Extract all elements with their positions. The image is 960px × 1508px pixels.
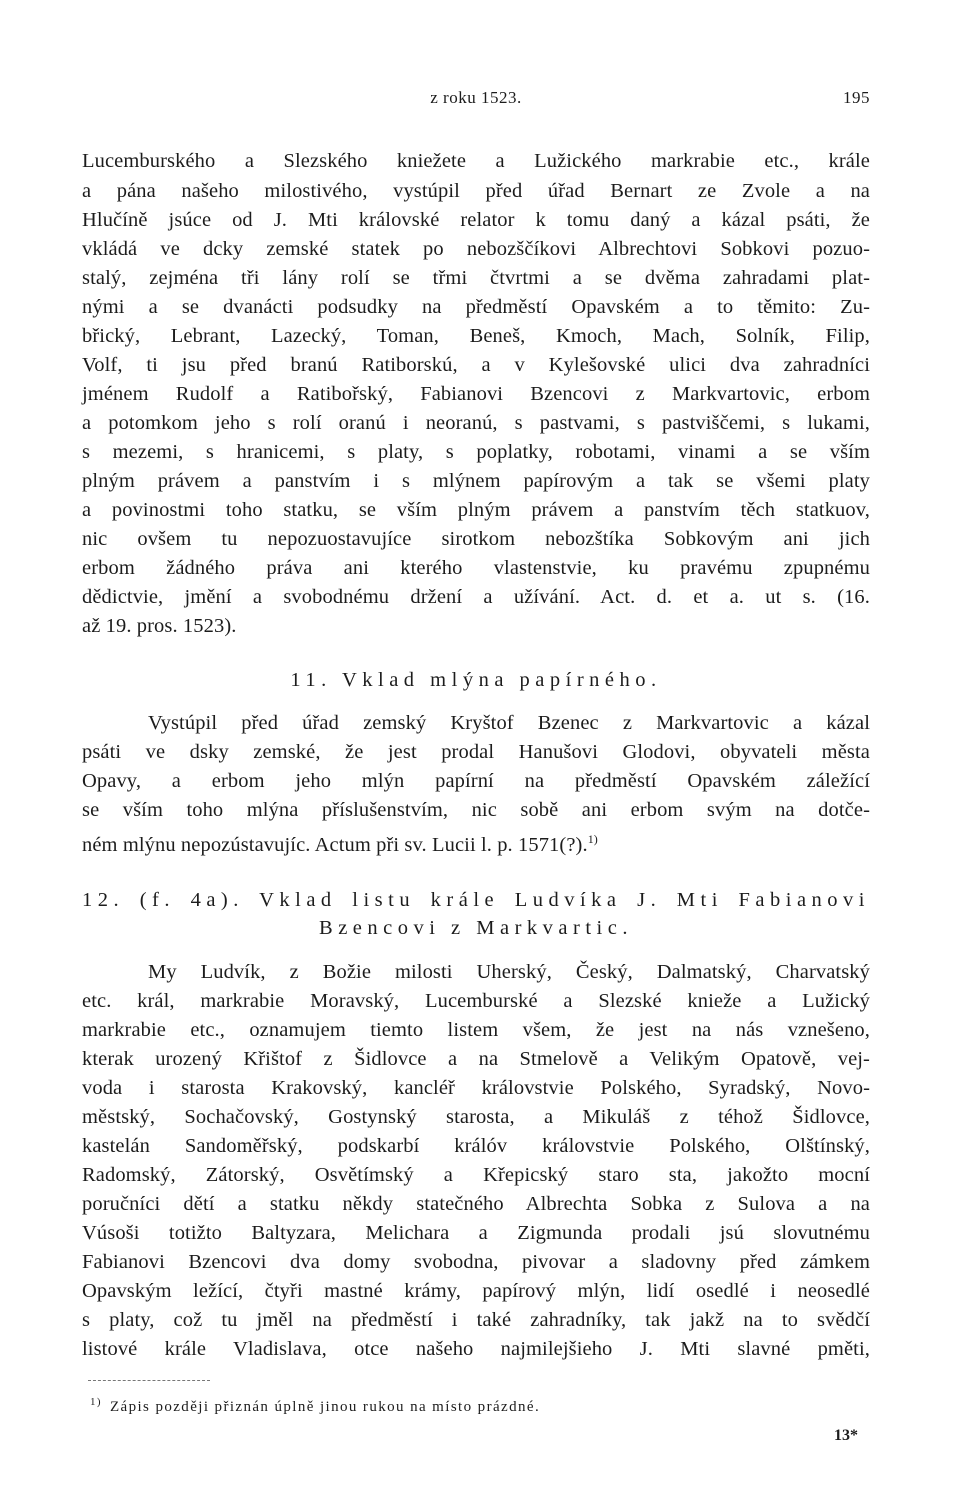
text-line: poručníci dětí a statku někdy statečného Albrechta Sobka z Sulova a na [82,1193,870,1215]
text-line: s platy, což tu jměl na předměstí i také zahradníky, tak jakž na to svědčí [82,1309,870,1331]
text-line: městský, Sochačovský, Gostynský starosta, a Mikuláš z téhož Šidlovce, [82,1106,870,1128]
text-line: kterak urozený Křištof z Šidlovce a na Stmelově a Velikým Opatově, vej- [82,1048,870,1070]
text-line: erbom žádného práva ani kterého vlastenstvie, ku pravému zpupnému [82,557,870,579]
text-line: dědictvie, jmění a svobodnému držení a užívání. Act. d. et a. ut s. (16. [82,586,870,608]
text-line: Lucemburského a Slezského kniežete a Lužického markrabie etc., krále [82,150,870,172]
text-line: psáti ve dsky zemské, že jest prodal Hanušovi Glodovi, obyvateli města [82,741,870,763]
text-line: a potomkom jeho s rolí oranú i neoranú, s pastvami, s pastviščemi, s lukami, [82,412,870,434]
text-line: My Ludvík, z Božie milosti Uherský, Český, Dalmatský, Charvatský [148,961,870,983]
section-heading-continued: Bzencovi z Markvartic. [319,917,633,939]
footnote [90,1390,850,1414]
footnote-mark: 1) [90,1396,102,1408]
text-line: nými a se dvanácti podsudky na předměstí Opavském a to těmito: Zu- [82,296,870,318]
text-line: Hlučíně jsúce od J. Mti královské relator k tomu daný a kázal psáti, že [82,209,870,231]
text-line: nic ovšem tu nepozuostavujíce sirotkom nebozštíka Sobkovým ani jich [82,528,870,550]
text-line: markrabie etc., oznamujem tiemto listem všem, že jest na nás vznešeno, [82,1019,870,1041]
text-line: stalý, zejména tři lány rolí se třmi čtvrtmi a se dvěma zahradami plat- [82,267,870,289]
footnote-divider [88,1380,210,1381]
text-line: Vúsoši totižto Baltyzara, Melichara a Zigmunda prodali jsú slovutnému [82,1222,870,1244]
page-number: 195 [843,88,870,107]
text-line: listové krále Vladislava, otce našeho najmilejšieho J. Mti slavné pměti, [82,1338,870,1360]
running-head [82,88,870,112]
text-line: voda i starosta Krakovský, kancléř královstvie Polského, Syradský, Novo- [82,1077,870,1099]
text-line-content: ném mlýnu nepozústavujíc. Actum při sv. Lucii l. p. 1571(?). [82,834,588,856]
text-line: Vystúpil před úřad zemský Kryštof Bzenec z Markvartovic a kázal [148,712,870,734]
text-line: jménem Rudolf a Ratibořský, Fabianovi Bzencovi z Markvartovic, erbom [82,383,870,405]
text-line: Fabianovi Bzencovi dva domy svobodna, pivovar a sladovny před zámkem [82,1251,870,1273]
running-title: z roku 1523. [430,88,522,107]
book-page [82,0,870,1508]
text-line: plným právem a panstvím i s mlýnem papírovým a tak se všemi platy [82,470,870,492]
text-line: etc. král, markrabie Moravský, Lucemburské a Slezské knieže a Lužický [82,990,870,1012]
text-line: Opavským ležící, čtyři mastné krámy, papírový mlýn, lidí osedlé i neosedlé [82,1280,870,1302]
text-line: Volf, ti jsu před branú Ratiborskú, a v Kylešovské ulici dva zahradníci [82,354,870,376]
text-line: Opavy, a erbom jeho mlýn papírní na předměstí Opavském záležící [82,770,870,792]
text-line: břický, Lebrant, Lazecký, Toman, Beneš, Kmoch, Mach, Solník, Filip, [82,325,870,347]
text-line: až 19. pros. 1523). [82,615,237,637]
footnote-text: Zápis později přiznán úplně jinou rukou na místo prázdné. [109,1399,541,1415]
text-line [82,824,870,854]
signature-mark: 13* [834,1427,858,1444]
section-heading: 12. (f. 4a). Vklad listu krále Ludvíka J. Mti Fabianovi [82,889,870,911]
text-line: kastelán Sandoměřský, podskarbí králóv královstvie Polského, Olštínský, [82,1135,870,1157]
section-heading: 11. Vklad mlýna papírného. [290,669,662,691]
footnote-reference: 1) [587,832,598,846]
text-line: a povinostmi toho statku, se vším plným právem a panstvím těch statkuov, [82,499,870,521]
text-line: vkládá ve dcky zemské statek po nebozščíkovi Albrechtovi Sobkovi pozuo- [82,238,870,260]
text-line: a pána našeho milostivého, vystúpil před úřad Bernart ze Zvole a na [82,180,870,202]
text-line: se vším toho mlýna příslušenstvím, nic sobě ani erbom svým na dotče- [82,799,870,821]
text-line: s mezemi, s hranicemi, s platy, s poplatky, robotami, vinami a se vším [82,441,870,463]
text-line: Radomský, Zátorský, Osvětímský a Křepicský staro sta, jakožto mocní [82,1164,870,1186]
